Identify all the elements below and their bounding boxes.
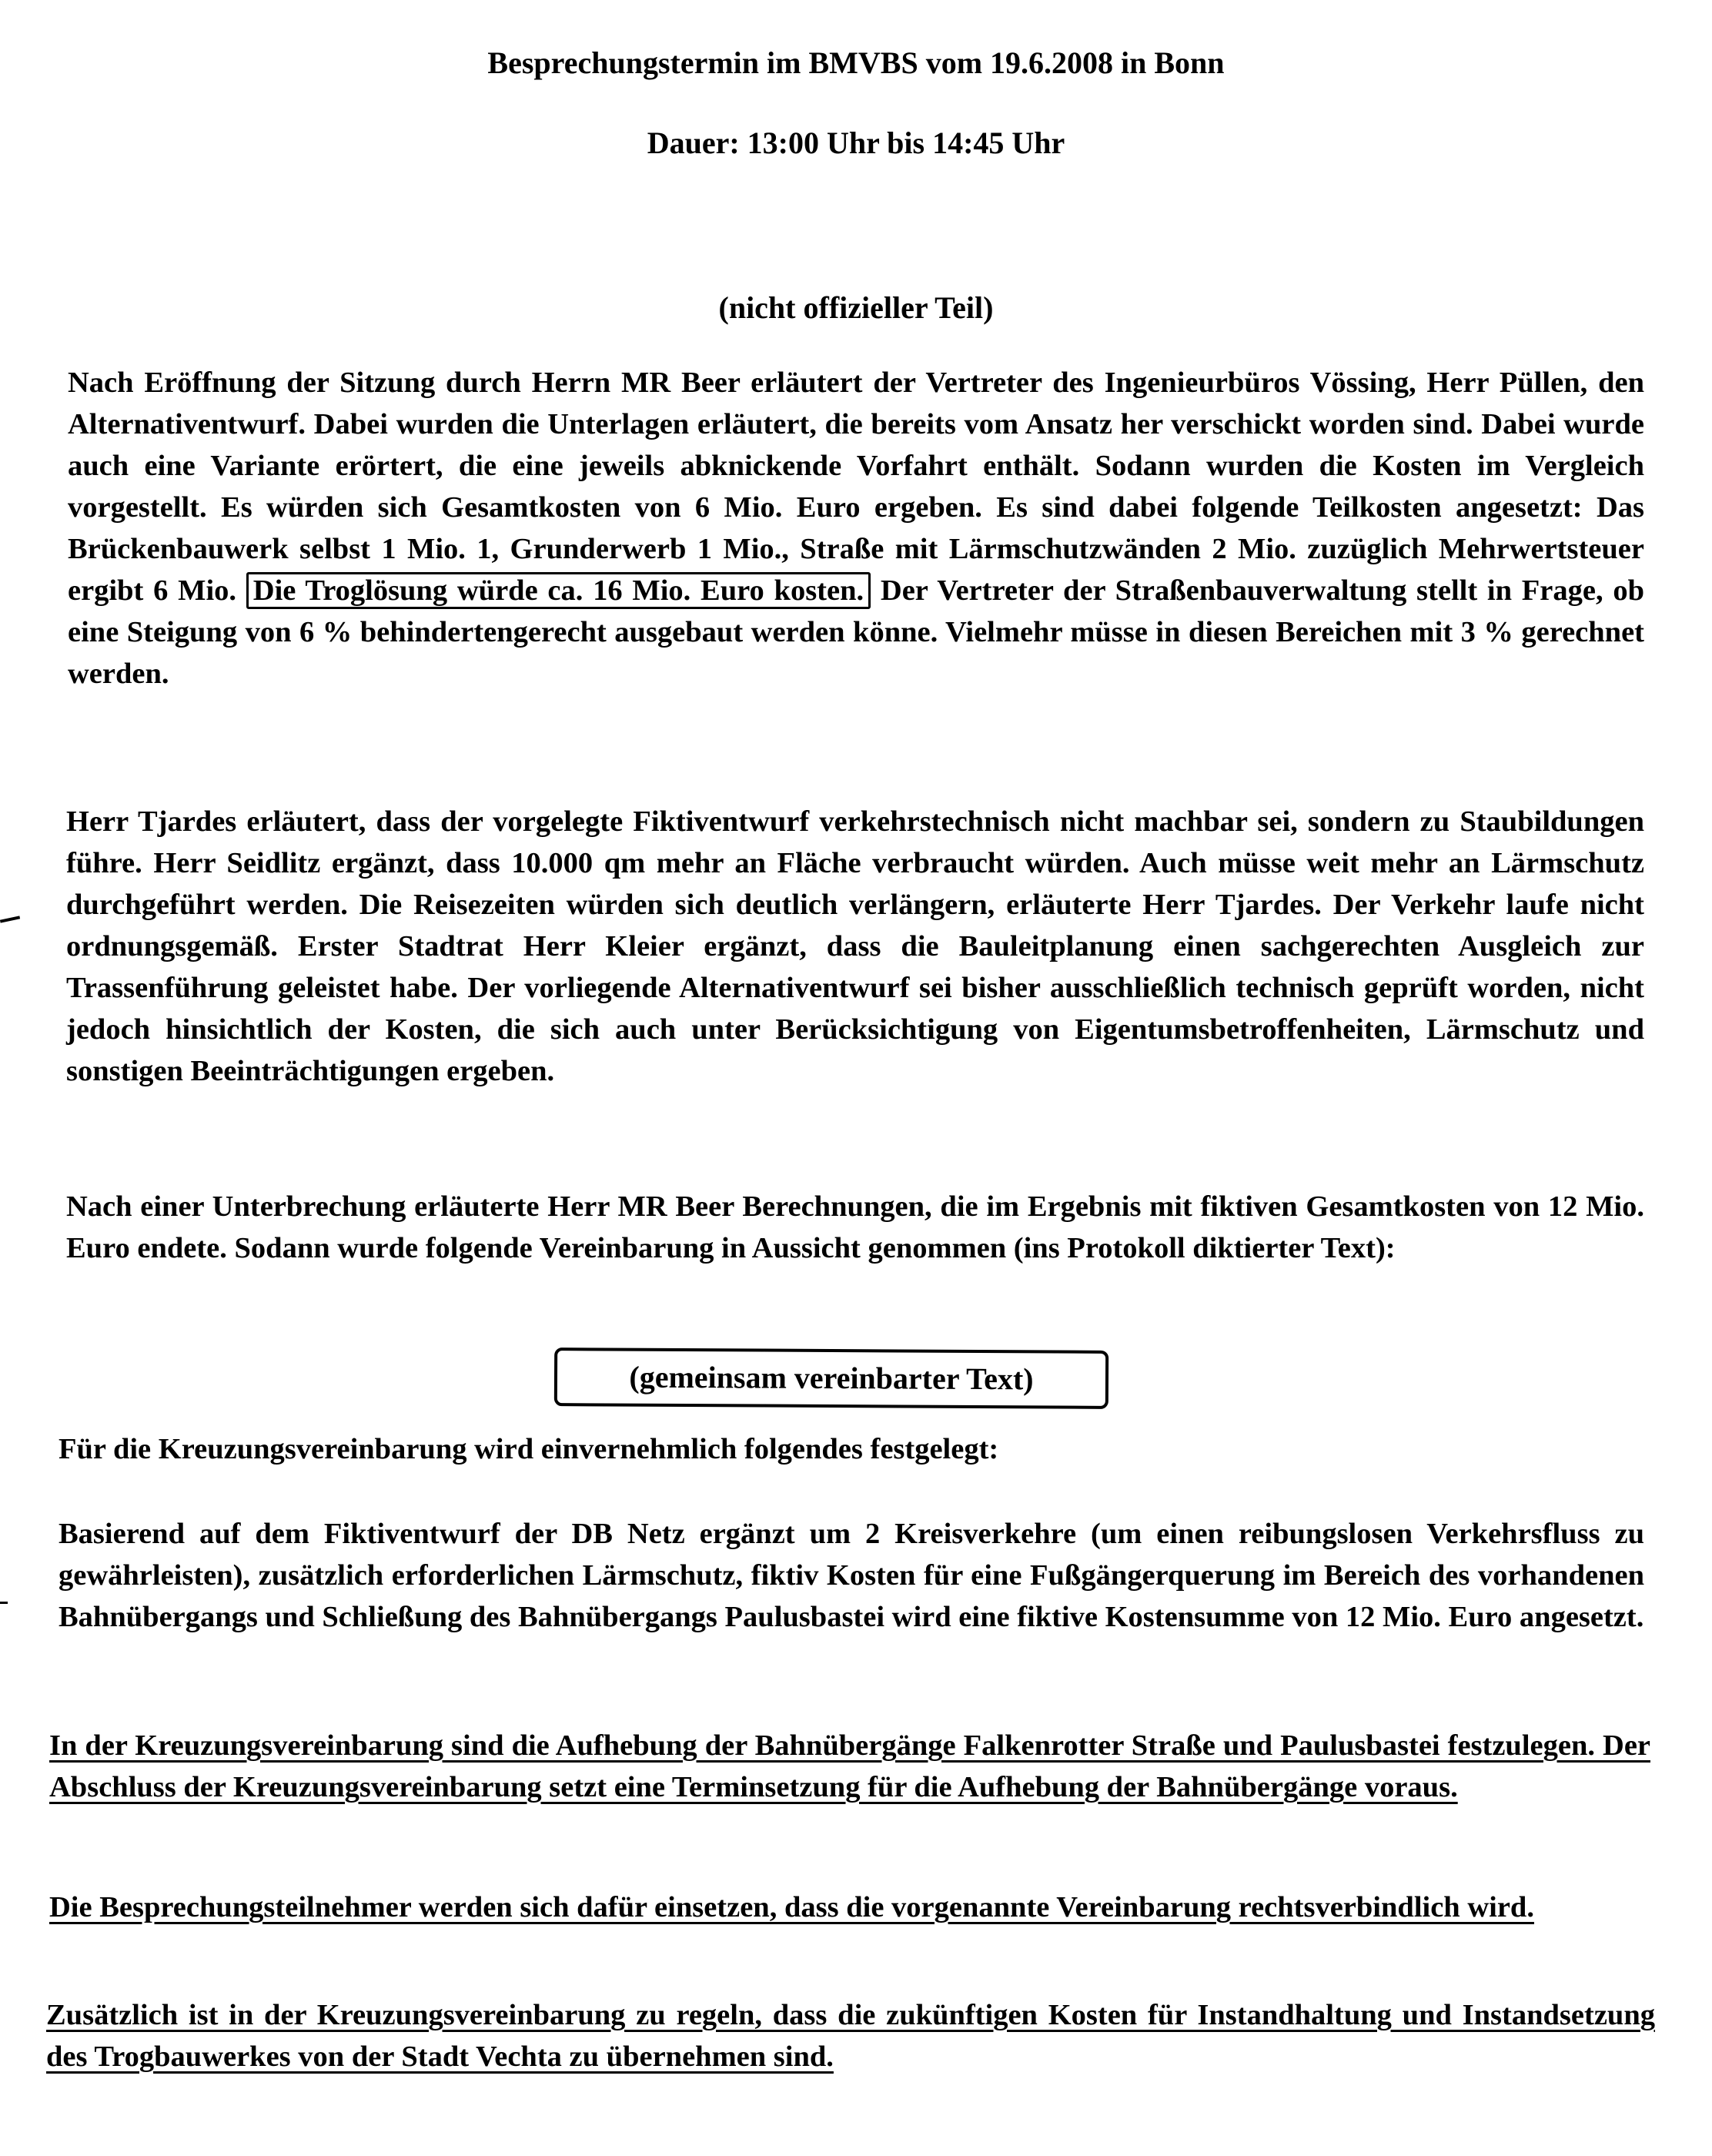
unofficial-paragraph-2: Herr Tjardes erläutert, dass der vorgelegte Fiktiventwurf verkehrstechnisch nicht machbar sei, sondern zu Staubildungen führe. Herr Seidlitz ergänzt, dass 10.000 qm mehr an Fläche verbraucht würden. Auch müsse weit mehr an Lärmschutz durchgeführt werden. Die Reisezeiten würden sich deutlich verlängern, erläuterte Herr Tjardes. Der Verkehr laufe nicht ordnungsgemäß. Erster Stadtrat Herr Kleier ergänzt, dass die Bauleitplanung einen sachgerechten Ausgleich zur Trassenführung geleistet habe. Der vorliegende Alternativentwurf sei bisher ausschließlich technisch geprüft worden, nicht jedoch hinsichtlich der Kosten, die sich auch unter Berücksichtigung von Eigentumsbetroffenheiten, Lärmschutz und sonstigen Beeinträchtigungen ergeben. — [66, 805, 1644, 1087]
paragraph-text: Der Vertreter der Straßenbauverwaltung stellt in Frage, ob eine Steigung von 6 % behindertengerecht ausgebaut werden könne. Vielmehr müsse in diesen Bereichen mit 3 % gerechnet werden. — [68, 574, 1644, 690]
unofficial-section-heading: (nicht offizieller Teil) — [718, 290, 994, 325]
boxed-trough-cost-note: Die Troglösung würde ca. 16 Mio. Euro kosten. — [246, 572, 871, 609]
paragraph-text: Nach Eröffnung der Sitzung durch Herrn MR Beer erläutert der Vertreter des Ingenieurbüros Vössing, Herr Püllen, den Alternativentwurf. Dabei wurden die Unterlagen erläutert, die bereits vom Ansatz her verschickt worden sind. Dabei wurde auch eine Variante erörtert, die eine jeweils abknickende Vorfahrt enthält. Sodann wurden die Kosten im Vergleich vorgestellt. Es würden sich Gesamtkosten von 6 Mio. Euro ergeben. Es sind dabei folgende Teilkosten angesetzt: Das Brückenbauwerk selbst 1 Mio. 1, Grunderwerb 1 Mio., Straße mit Lärmschutzwänden 2 Mio. zuzüglich Mehrwertsteuer ergibt 6 Mio. — [68, 367, 1644, 607]
agreed-paragraph-1: Basierend auf dem Fiktiventwurf der DB Netz ergänzt um 2 Kreisverkehre (um einen reibungslosen Verkehrsfluss zu gewährleisten), zusätzlich erforderlichen Lärmschutz, fiktiv Kosten für eine Fußgängerquerung im Bereich des vorhandenen Bahnübergangs und Schließung des Bahnübergangs Paulusbastei wird eine fiktive Kostensumme von 12 Mio. Euro angesetzt. — [59, 1518, 1644, 1633]
meeting-duration: Dauer: 13:00 Uhr bis 14:45 Uhr — [647, 126, 1065, 160]
agreed-intro: Für die Kreuzungsvereinbarung wird einvernehmlich folgendes festgelegt: — [59, 1433, 999, 1465]
margin-pen-mark — [0, 916, 20, 922]
agreed-paragraph-3: Die Besprechungsteilnehmer werden sich dafür einsetzen, dass die vorgenannte Vereinbarung rechtsverbindlich wird. — [49, 1891, 1534, 1923]
agreed-paragraph-2: In der Kreuzungsvereinbarung sind die Aufhebung der Bahnübergänge Falkenrotter Straße und Paulusbastei festzulegen. Der Abschluss der Kreuzungsvereinbarung setzt eine Terminsetzung für die Aufhebung der Bahnübergänge voraus. — [49, 1729, 1650, 1803]
unofficial-paragraph-1 — [68, 362, 1644, 695]
agreed-paragraph-4: Zusätzlich ist in der Kreuzungsvereinbarung zu regeln, dass die zukünftigen Kosten für Instandhaltung und Instandsetzung des Trogbauwerkes von der Stadt Vechta zu übernehmen sind. — [46, 1999, 1655, 2073]
document-title: Besprechungstermin im BMVBS vom 19.6.2008 in Bonn — [487, 45, 1225, 80]
unofficial-paragraph-3: Nach einer Unterbrechung erläuterte Herr MR Beer Berechnungen, die im Ergebnis mit fiktiven Gesamtkosten von 12 Mio. Euro endete. Sodann wurde folgende Vereinbarung in Aussicht genommen (ins Protokoll diktierter Text): — [66, 1190, 1644, 1264]
agreed-section-heading: (gemeinsam vereinbarter Text) — [554, 1348, 1108, 1409]
margin-pen-mark — [0, 1602, 8, 1604]
